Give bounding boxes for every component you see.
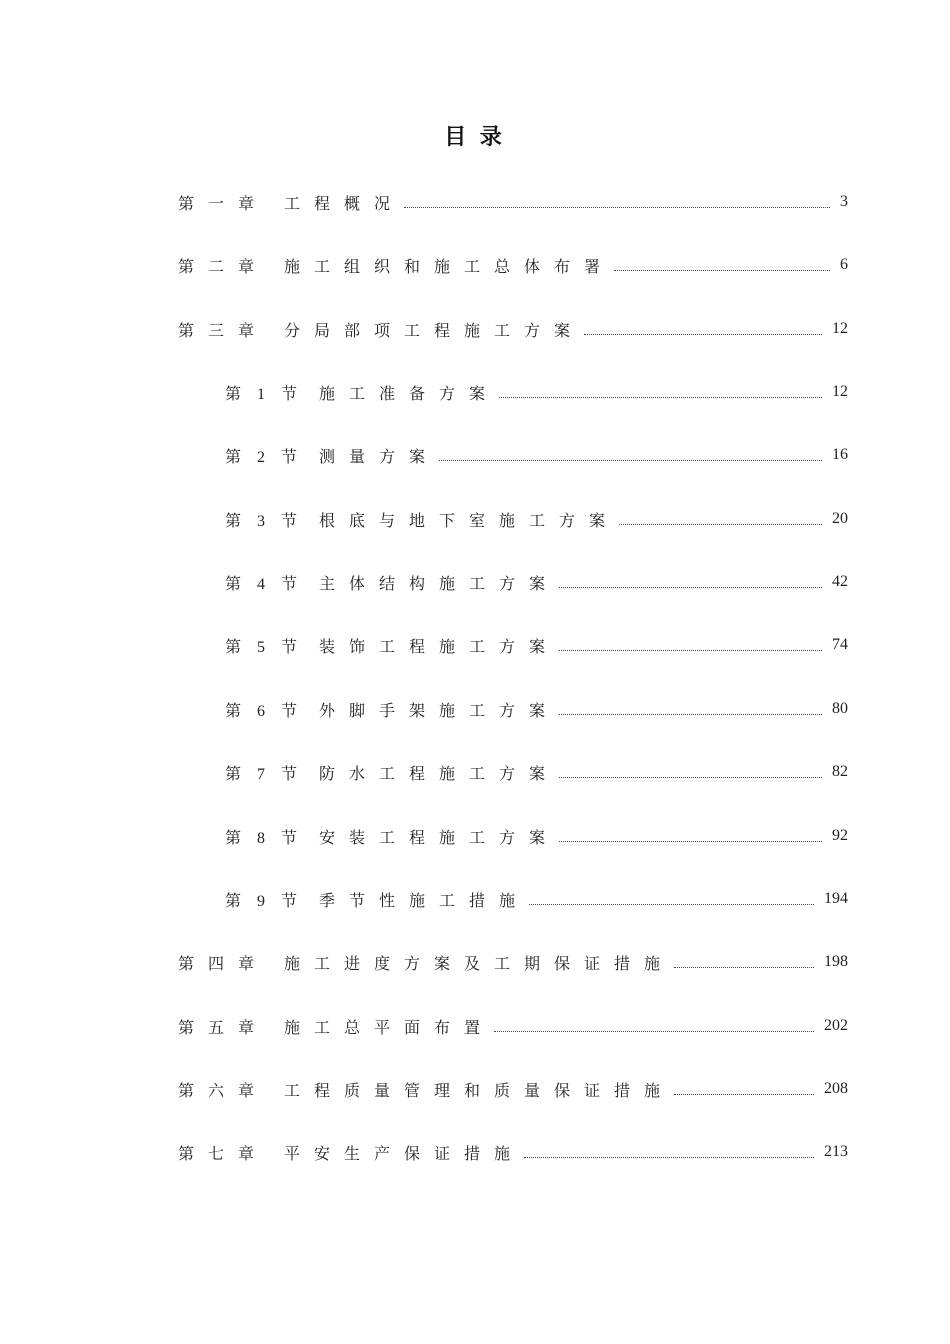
- toc-entry-chapter-5[interactable]: [178, 1014, 848, 1038]
- toc-entry-label: 第 7 节: [225, 765, 304, 783]
- toc-entry-page: 12: [832, 383, 848, 400]
- toc-entry-section-3[interactable]: [225, 507, 848, 531]
- toc-entry-page: 42: [832, 573, 848, 590]
- toc-entry-section-9[interactable]: [225, 887, 848, 911]
- toc-entry-title: 施工组织和施工总体布署: [284, 258, 615, 276]
- toc-entry-section-7[interactable]: [225, 760, 848, 784]
- toc-entry-page: 213: [824, 1143, 848, 1160]
- toc-entry-section-6[interactable]: [225, 697, 848, 721]
- toc-entry-label: 第七章: [178, 1145, 269, 1163]
- dot-leader: [559, 777, 822, 778]
- toc-entry-page: 198: [824, 953, 848, 970]
- dot-leader: [529, 904, 814, 905]
- toc-entry-page: 6: [840, 256, 848, 273]
- toc-entry-section-1[interactable]: [225, 380, 848, 404]
- toc-entry-label: 第 1 节: [225, 385, 304, 403]
- toc-entry-chapter-1[interactable]: [178, 190, 848, 214]
- dot-leader: [559, 587, 822, 588]
- toc-entry-page: 80: [832, 700, 848, 717]
- toc-entry-page: 3: [840, 193, 848, 210]
- dot-leader: [499, 397, 822, 398]
- toc-entry-title: 工程概况: [284, 195, 405, 213]
- toc-entry-chapter-3[interactable]: [178, 317, 848, 341]
- toc-entry-label: 第 9 节: [225, 892, 304, 910]
- toc-entry-label: 第二章: [178, 258, 269, 276]
- toc-entry-section-4[interactable]: [225, 570, 848, 594]
- toc-entry-title: 主体结构施工方案: [319, 575, 560, 593]
- toc-entry-title: 施工进度方案及工期保证措施: [284, 955, 675, 973]
- toc-entry-label: 第四章: [178, 955, 269, 973]
- toc-entry-label: 第 8 节: [225, 829, 304, 847]
- dot-leader: [559, 714, 822, 715]
- toc-entry-title: 分局部项工程施工方案: [284, 322, 585, 340]
- dot-leader: [614, 270, 830, 271]
- toc-entry-title: 装饰工程施工方案: [319, 638, 560, 656]
- dot-leader: [674, 1094, 814, 1095]
- toc-entry-title: 工程质量管理和质量保证措施: [284, 1082, 675, 1100]
- toc-entry-page: 12: [832, 320, 848, 337]
- dot-leader: [559, 650, 822, 651]
- toc-entry-page: 82: [832, 763, 848, 780]
- toc-entry-title: 平安生产保证措施: [284, 1145, 525, 1163]
- toc-entry-title: 防水工程施工方案: [319, 765, 560, 783]
- toc-entry-section-5[interactable]: [225, 633, 848, 657]
- toc-entry-title: 外脚手架施工方案: [319, 702, 560, 720]
- toc-entry-label: 第 2 节: [225, 448, 304, 466]
- toc-entry-title: 安装工程施工方案: [319, 829, 560, 847]
- dot-leader: [584, 334, 822, 335]
- toc-entry-label: 第 4 节: [225, 575, 304, 593]
- toc-entry-title: 根底与地下室施工方案: [319, 512, 620, 530]
- toc-entry-label: 第三章: [178, 322, 269, 340]
- toc-entry-page: 20: [832, 510, 848, 527]
- toc-entry-page: 74: [832, 636, 848, 653]
- toc-entry-chapter-6[interactable]: [178, 1077, 848, 1101]
- toc-entry-page: 194: [824, 890, 848, 907]
- toc-entry-page: 208: [824, 1080, 848, 1097]
- dot-leader: [559, 841, 822, 842]
- toc-entry-title: 季节性施工措施: [319, 892, 530, 910]
- toc-entry-label: 第一章: [178, 195, 269, 213]
- dot-leader: [524, 1157, 814, 1158]
- toc-entry-page: 92: [832, 827, 848, 844]
- toc-entry-page: 16: [832, 446, 848, 463]
- toc-entry-label: 第 3 节: [225, 512, 304, 530]
- toc-entry-title: 施工准备方案: [319, 385, 500, 403]
- toc-entry-section-8[interactable]: [225, 824, 848, 848]
- dot-leader: [674, 967, 814, 968]
- dot-leader: [404, 207, 830, 208]
- dot-leader: [439, 460, 822, 461]
- dot-leader: [619, 524, 822, 525]
- toc-entry-chapter-2[interactable]: [178, 253, 848, 277]
- toc-entry-page: 202: [824, 1017, 848, 1034]
- toc-entry-section-2[interactable]: [225, 443, 848, 467]
- toc-entry-label: 第五章: [178, 1019, 269, 1037]
- page-title: 目 录: [444, 124, 506, 149]
- toc-entry-label: 第 6 节: [225, 702, 304, 720]
- toc-entry-label: 第 5 节: [225, 638, 304, 656]
- toc-entry-title: 测量方案: [319, 448, 440, 466]
- toc-entry-chapter-7[interactable]: [178, 1140, 848, 1164]
- toc-entry-title: 施工总平面布置: [284, 1019, 495, 1037]
- toc-entry-chapter-4[interactable]: [178, 950, 848, 974]
- dot-leader: [494, 1031, 814, 1032]
- toc-entry-label: 第六章: [178, 1082, 269, 1100]
